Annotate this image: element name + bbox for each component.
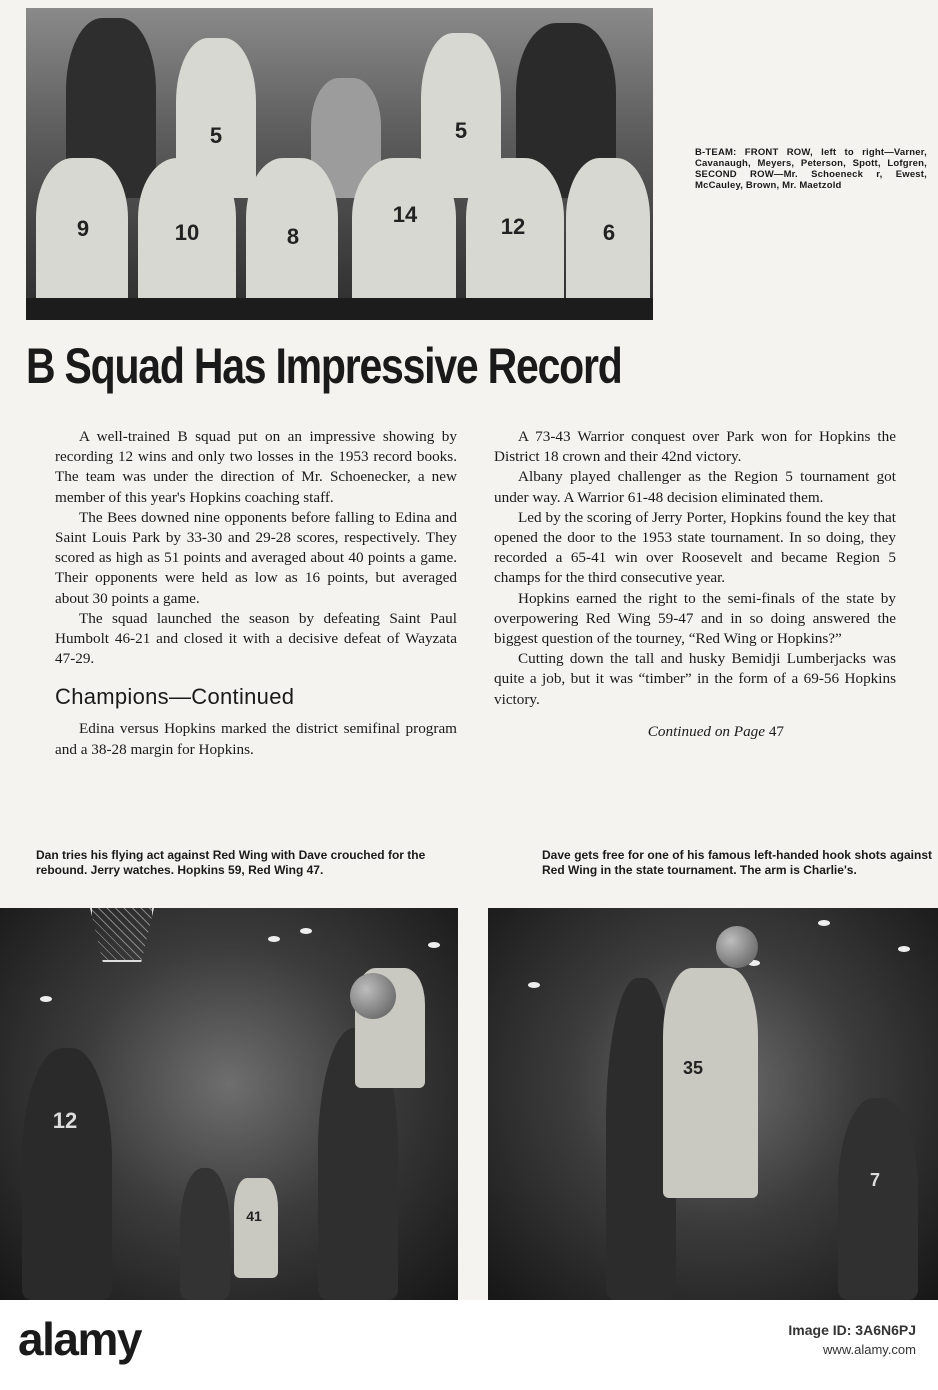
article-paragraph: The squad launched the season by defeating Saint Paul Humbolt 46-21 and closed it with a decisive defeat of Wayzata 47-29.	[55, 609, 457, 668]
article-paragraph: Cutting down the tall and husky Bemidji Lumberjacks was quite a job, but it was “timber” in the form of a 69-56 Hopkins victory.	[494, 650, 896, 708]
section-subhead: Champions—Continued	[55, 684, 295, 710]
jersey-number: 10	[174, 220, 200, 245]
continued-note	[494, 722, 896, 742]
jersey-number: 5	[209, 123, 223, 148]
jersey-number: 12	[52, 1108, 78, 1133]
floor-strip	[26, 298, 653, 320]
game-photo-right	[488, 908, 938, 1300]
article-paragraph: Hopkins earned the right to the semi-finals of the state by overpowering Red Wing 59-47 and in so doing answered the biggest question of the tourney, “Red Wing or Hopkins?”	[494, 589, 896, 648]
arena-light	[300, 928, 312, 934]
basketball	[350, 973, 396, 1019]
basketball	[716, 926, 758, 968]
game-photo-left	[0, 908, 458, 1300]
image-id: Image ID: 3A6N6PJ	[788, 1322, 916, 1338]
article-paragraph: The Bees downed nine opponents before falling to Edina and Saint Louis Park by 33-30 and 29-28 scores, respectively. They scored as high as 51 points and averaged about 40 points a game. Their opponents were held as low as 16 points, but averaged about 30 points a game.	[55, 508, 457, 607]
arena-light	[528, 982, 540, 988]
team-photo-caption: B-TEAM: FRONT ROW, left to right—Varner, Cavanaugh, Meyers, Peterson, Spott, Lofgren, SECOND ROW—Mr. Schoeneck r, Ewest, McCauley, Brown, Mr. Maetzold	[695, 147, 927, 191]
continued-page-number: 47	[768, 722, 784, 740]
article-paragraph: Edina versus Hopkins marked the district semifinal program and a 38-28 margin for Hopkins.	[55, 720, 457, 758]
article-paragraph: Led by the scoring of Jerry Porter, Hopkins found the key that opened the door to the 1953 state tournament. In so doing, they recorded a 65-41 win over Roosevelt and became Region 5 champs for the third consecutive year.	[494, 508, 896, 587]
jersey-number: 41	[246, 1208, 262, 1224]
article-paragraph: A 73-43 Warrior conquest over Park won for Hopkins the District 18 crown and their 42nd victory.	[494, 428, 896, 466]
jersey-number: 6	[602, 220, 616, 245]
arena-light	[268, 936, 280, 942]
jersey-number: 9	[76, 216, 90, 241]
player-figure	[234, 1178, 278, 1278]
arena-light	[428, 942, 440, 948]
headline: B Squad Has Impressive Record	[26, 338, 622, 394]
article-paragraph: A well-trained B squad put on an impressive showing by recording 12 wins and only two losses in the 1953 record books. The team was under the direction of Mr. Schoenecker, a new member of this year's Hopkins coaching staff.	[55, 428, 457, 506]
game-photo-caption-left: Dan tries his flying act against Red Wing with Dave crouched for the rebound. Jerry watches. Hopkins 59, Red Wing 47.	[36, 848, 426, 877]
alamy-logo: alamy	[18, 1313, 141, 1365]
game-photo-caption-right: Dave gets free for one of his famous left-handed hook shots against Red Wing in the state tournament. The arm is Charlie's.	[542, 848, 932, 877]
team-photo	[26, 8, 653, 320]
player-figure	[838, 1098, 918, 1300]
player-figure	[352, 158, 456, 308]
jersey-number: 12	[500, 214, 526, 239]
jersey-number: 5	[454, 118, 468, 143]
article-paragraph: Albany played challenger as the Region 5 tournament got under way. A Warrior 61-48 decision eliminated them.	[494, 468, 896, 506]
player-figure	[663, 968, 758, 1198]
player-figure	[22, 1048, 112, 1300]
jersey-number: 8	[286, 224, 300, 249]
basketball-hoop	[90, 908, 154, 962]
arena-light	[898, 946, 910, 952]
article-right-column	[494, 427, 896, 742]
jersey-number: 35	[682, 1058, 704, 1078]
stock-footer	[0, 1300, 938, 1390]
footer-info	[788, 1320, 916, 1360]
article-left-column	[55, 427, 457, 760]
jersey-number: 14	[392, 202, 418, 227]
player-figure	[180, 1168, 230, 1300]
site-url[interactable]: www.alamy.com	[823, 1342, 916, 1357]
continued-text: Continued on Page	[647, 722, 766, 740]
arena-light	[40, 996, 52, 1002]
jersey-number: 7	[869, 1170, 880, 1190]
arena-light	[818, 920, 830, 926]
